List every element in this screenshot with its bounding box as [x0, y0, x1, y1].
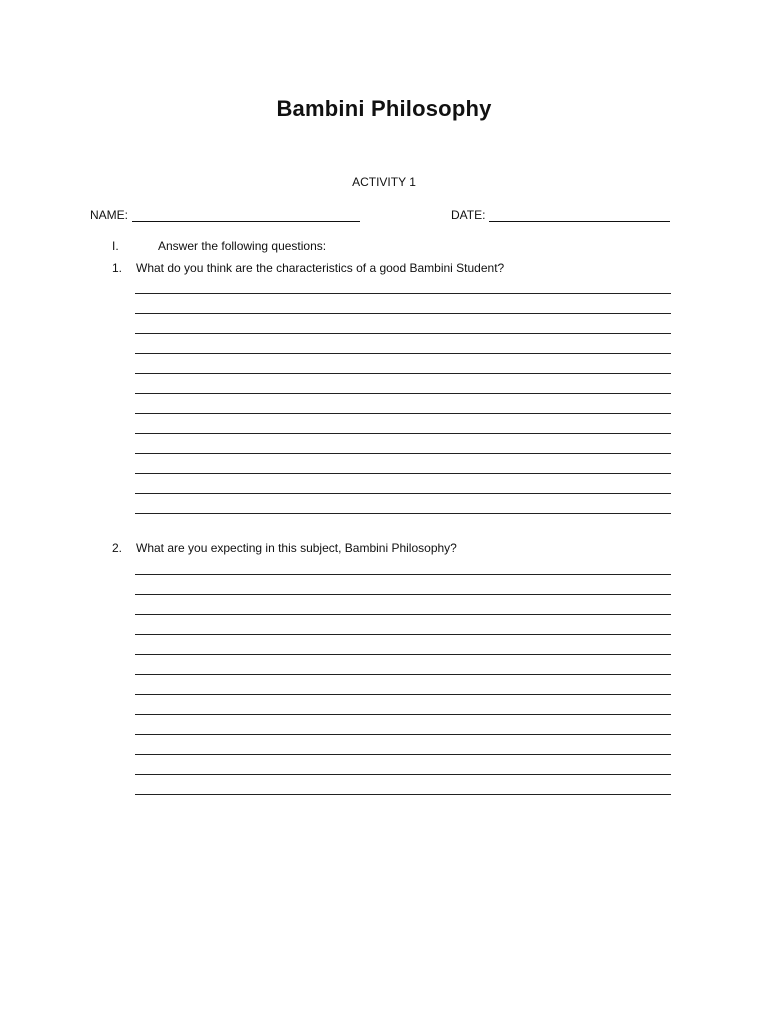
- section-text: Answer the following questions:: [158, 239, 327, 253]
- answer-line[interactable]: [135, 755, 671, 775]
- answer-line[interactable]: [135, 394, 671, 414]
- answer-line[interactable]: [135, 314, 671, 334]
- answer-line[interactable]: [135, 675, 671, 695]
- answer-line[interactable]: [135, 735, 671, 755]
- answer-line[interactable]: [135, 434, 671, 454]
- answer-line[interactable]: [135, 354, 671, 374]
- question-number: 1.: [112, 261, 123, 275]
- answer-lines-1: [135, 274, 671, 514]
- answer-line[interactable]: [135, 655, 671, 675]
- name-field-row: [90, 206, 360, 222]
- page-title: Bambini Philosophy: [276, 96, 492, 121]
- name-label: NAME:: [90, 208, 129, 222]
- answer-line[interactable]: [135, 595, 671, 615]
- answer-line[interactable]: [135, 575, 671, 595]
- activity-heading: ACTIVITY 1: [352, 175, 416, 189]
- answer-line[interactable]: [135, 635, 671, 655]
- answer-line[interactable]: [135, 454, 671, 474]
- answer-line[interactable]: [135, 274, 671, 294]
- section-heading: [112, 239, 326, 253]
- date-field-row: [451, 206, 670, 222]
- date-blank[interactable]: [489, 209, 670, 222]
- question-2: [112, 541, 457, 555]
- answer-line[interactable]: [135, 695, 671, 715]
- answer-line[interactable]: [135, 715, 671, 735]
- answer-line[interactable]: [135, 494, 671, 514]
- question-number: 2.: [112, 541, 123, 555]
- answer-line[interactable]: [135, 474, 671, 494]
- answer-line[interactable]: [135, 615, 671, 635]
- answer-lines-2: [135, 555, 671, 795]
- question-text: What do you think are the characteristics of a good Bambini Student?: [136, 261, 505, 275]
- answer-line[interactable]: [135, 374, 671, 394]
- question-1: [112, 261, 504, 275]
- question-text: What are you expecting in this subject, Bambini Philosophy?: [136, 541, 457, 555]
- answer-line[interactable]: [135, 294, 671, 314]
- answer-line[interactable]: [135, 555, 671, 575]
- section-number: I.: [112, 239, 119, 253]
- answer-line[interactable]: [135, 414, 671, 434]
- answer-line[interactable]: [135, 775, 671, 795]
- date-label: DATE:: [451, 208, 486, 222]
- name-blank[interactable]: [132, 209, 360, 222]
- answer-line[interactable]: [135, 334, 671, 354]
